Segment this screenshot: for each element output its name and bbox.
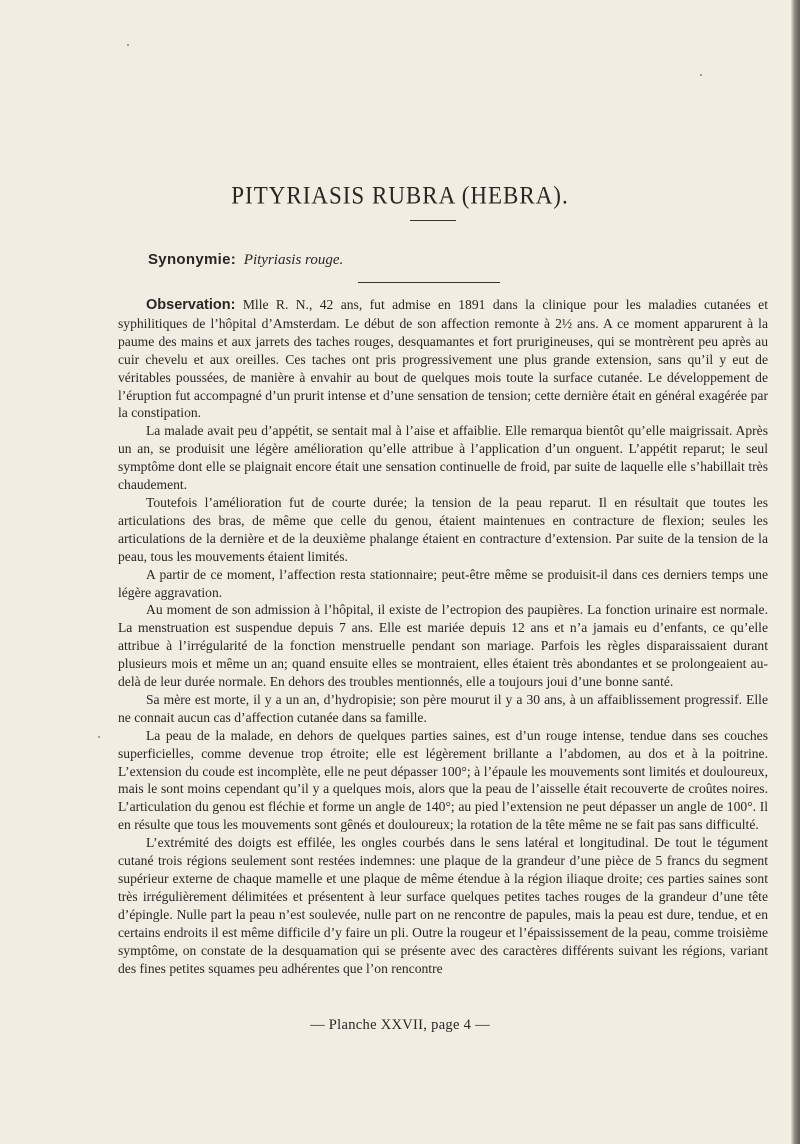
observation-paragraph: La malade avait peu d’appétit, se sentait mal à l’aise et affaiblie. Elle remarqua bientôt qu’elle maigrissait. Après un an, se produisit une légère amélioration qu’elle attribue à l’application d’un onguent. L’appétit reparut; le seul symptôme dont elle se plaignait encore était une sensation continuelle de froid, par suite de laquelle elle s’habillait très chaudement. [118, 423, 768, 493]
observation-paragraph: Au moment de son admission à l’hôpital, il existe de l’ectropion des paupières. La fonction urinaire est normale. La menstruation est suspendue depuis 7 ans. Elle est mariée depuis 12 ans et n’a jamais eu d’enfants, ce qu’elle attribue à l’irrégularité de la fonction menstruelle pendant son mariage. Parfois les règles disparaissaient durant plusieurs mois et même un an; quand ensuite elles se montraient, elles étaient très abondantes et se prolongeaient au-delà de leur durée normale. En dehors des troubles mentionnés, elle a toujours joui d’une bonne santé. [118, 602, 768, 690]
synonymy-label: Synonymie: [148, 251, 237, 268]
observation-paragraph [118, 296, 768, 422]
observation-paragraph: L’extrémité des doigts est effilée, les ongles courbés dans le sens latéral et longitudinal. De tout le tégument cutané trois régions seulement sont restées indemnes: une plaque de la grandeur d’une pièce de 5 francs du segment supérieur externe de chaque mamelle et une plaque de même étendue à la région iliaque droite; ces parties saines sont très irrégulièrement délimitées et présentent à leur surface quelques petites taches rouges de la grandeur d’une tête d’épingle. Nulle part la peau n’est soulevée, nulle part on ne rencontre de papules, mais la peau est dure, tendue, et en certains endroits il est même difficile d’y faire un pli. Outre la rougeur et l’épaississement de la peau, comme troisième symptôme, on constate de la desquamation qui se présente avec des caractères différents suivant les régions, variant des fines petites squames peu adhérentes que l’on rencontre [118, 835, 768, 976]
observation-label: Observation: [146, 297, 236, 313]
paper-speck [98, 736, 100, 738]
synonymy-value: Pityriasis rouge. [243, 252, 344, 268]
plate-reference: — Planche XXVII, page 4 — [310, 1017, 490, 1033]
synonymy-line [148, 251, 343, 269]
paragraph-text: Mlle R. N., 42 ans, fut admise en 1891 dans la clinique pour les maladies cutanées et syphilitiques de l’hôpital d’Amsterdam. Le début de son affection remonte à 2½ ans. A ce moment apparurent à la paume des mains et aux jarrets des taches rouges, desquamantes et fort prurigineuses, qui se montrèrent peu après au cuir chevelu et aux oreilles. Ces taches ont pris progressivement une plus grande extension, sans qu’il y eut de véritables poussées, de manière à envahir au bout de quelques mois toute la surface cutanée. Le développement de l’éruption fut accompagné d’un prurit intense et d’une sensation de tension; cette dernière était en général exagérée par la constipation. [118, 297, 768, 421]
observation-paragraph: Sa mère est morte, il y a un an, d’hydropisie; son père mourut il y a 30 ans, à un affaiblissement progressif. Elle ne connait aucun cas d’affection cutanée dans sa famille. [118, 691, 768, 725]
page-edge-shadow [791, 0, 800, 1144]
page-title: PITYRIASIS RUBRA (HEBRA). [231, 182, 569, 210]
observation-paragraph: La peau de la malade, en dehors de quelques parties saines, est d’un rouge intense, tendue dans ses couches superficielles, comme devenue trop étroite; elle est légèrement brillante a l’abdomen, au dos et à la poitrine. L’extension du coude est incomplète, elle ne peut dépasser 100°; à l’épaule les mouvements sont limités et douloureux, mais le sont moins cependant qu’il y a quelques mois, alors que la peau de l’aisselle était recouverte de croûtes noires. L’articulation du genou est fléchie et forme un angle de 140°; au pied l’extension ne peut dépasser un angle de 100°. Il en résulte que tous les mouvements sont gênés et douloureux; la rotation de la tête même ne se fait pas sans difficulté. [118, 727, 768, 833]
observation-paragraph: Toutefois l’amélioration fut de courte durée; la tension de la peau reparut. Il en résultait que toutes les articulations des bras, de même que celle du genou, étaient maintenues en contracture de flexion; seules les articulations de la dernière et de la deuxième phalange étaient en contracture d’extension. Par suite de la tension de la peau, tous les mouvements étaient limités. [118, 494, 768, 564]
paper-speck [700, 74, 702, 76]
synonymy-divider [358, 282, 500, 283]
observation-paragraph: A partir de ce moment, l’affection resta stationnaire; peut-être même se produisit-il dans ces derniers temps une légère aggravation. [118, 566, 768, 600]
paper-speck [127, 44, 129, 46]
observation-body [118, 296, 768, 977]
title-divider [410, 220, 456, 221]
